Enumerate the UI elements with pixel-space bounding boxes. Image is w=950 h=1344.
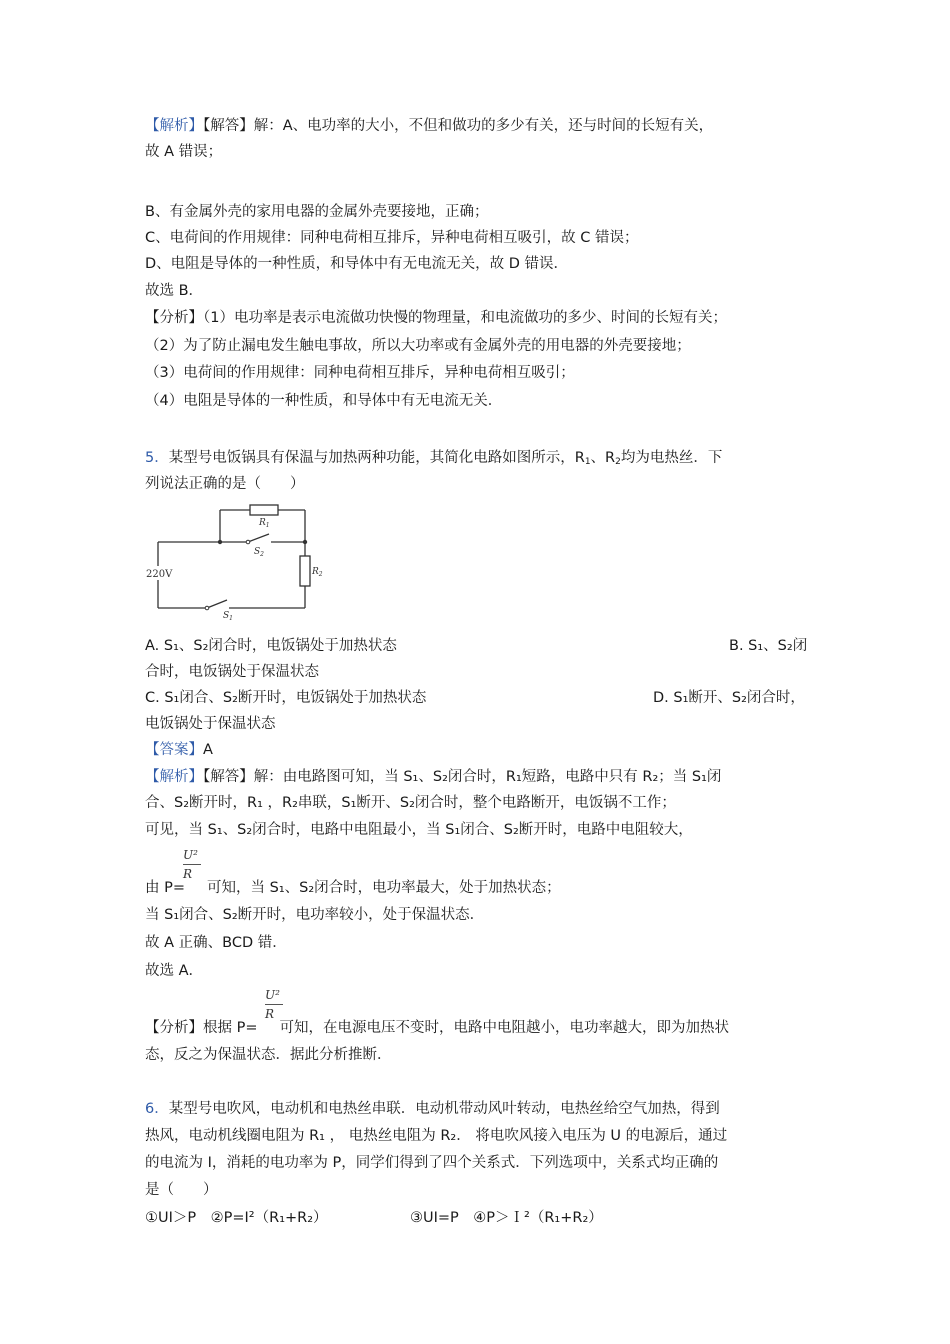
label-r1: $R_1$ bbox=[259, 518, 270, 529]
q5-option-a[interactable]: A. S₁、S₂闭合时，电饭锅处于加热状态 bbox=[145, 638, 397, 654]
junction-right bbox=[303, 540, 307, 544]
q4-fenxi-line-1: 【分析】（1）电功率是表示电流做功快慢的物理量，和电流做功的多少、时间的长短有关； bbox=[145, 310, 727, 326]
q6-stem-line-2: 热风，电动机线圈电阻为 R₁ ， 电热丝电阻为 R₂． 将电吹风接入电压为 U 的电源后，通过 bbox=[145, 1128, 728, 1144]
q5-stem-line-1: 5．某型号电饭锅具有保温与加热两种功能，其简化电路如图所示，$R_1$、$R_2$均为电热丝．下 bbox=[145, 450, 723, 467]
q5-option-b-cont: 合时，电饭锅处于保温状态 bbox=[145, 664, 319, 680]
q4-fenxi-line-4: （4）电阻是导体的一种性质，和导体中有无电流无关． bbox=[145, 393, 503, 409]
q6-stem-line-3: 的电流为 I，消耗的电功率为 P，同学们得到了四个关系式．下列选项中，关系式均正确的 bbox=[145, 1155, 719, 1171]
circuit-diagram bbox=[145, 500, 325, 622]
q5-analysis-line-6: 故 A 正确、BCD 错． bbox=[145, 935, 287, 951]
label-r2: $R_2$ bbox=[312, 567, 323, 578]
q4-analysis-line-3: B、有金属外壳的家用电器的金属外壳要接地，正确； bbox=[145, 204, 489, 220]
q5-analysis-line-3: 可见，当 S₁、S₂闭合时，电路中电阻最小，当 S₁闭合、S₂断开时，电路中电阻较大， bbox=[145, 822, 693, 838]
resistor-r2 bbox=[300, 556, 310, 586]
q4-analysis-line-4: C、电荷间的作用规律：同种电荷相互排斥，异种电荷相互吸引，故 C 错误； bbox=[145, 230, 639, 246]
q4-analysis-line-1: 【解析】【解答】解：A、电功率的大小，不但和做功的多少有关，还与时间的长短有关， bbox=[145, 118, 714, 134]
q4-analysis-line-2: 故 A 错误； bbox=[145, 144, 223, 160]
resistor-r1 bbox=[250, 505, 278, 515]
q5-option-c[interactable]: C. S₁闭合、S₂断开时，电饭锅处于加热状态 bbox=[145, 690, 427, 706]
q5-option-d-cont: 电饭锅处于保温状态 bbox=[145, 716, 276, 732]
q5-option-d[interactable]: D. S₁断开、S₂闭合时， bbox=[653, 690, 805, 706]
q5-analysis-line-7: 故选 A． bbox=[145, 963, 204, 979]
answer-tag: 【答案】 bbox=[145, 742, 203, 758]
formula-fraction-2: U² R bbox=[265, 988, 283, 1021]
q5-fenxi-line-2: 态，反之为保温状态．据此分析推断． bbox=[145, 1047, 392, 1063]
analysis-tag: 【解析】 bbox=[145, 118, 203, 134]
q6-options-right[interactable]: ③UI=P ④P＞Ｉ²（R₁+R₂） bbox=[410, 1210, 603, 1226]
question-number: 5． bbox=[145, 450, 169, 466]
label-voltage: 220V bbox=[146, 569, 173, 580]
label-s1: $S_1$ bbox=[223, 611, 233, 622]
formula-fraction-1: U² R bbox=[183, 848, 201, 881]
label-s2: $S_2$ bbox=[254, 547, 264, 558]
q5-fenxi-line-1: 【分析】根据 P= 可知，在电源电压不变时，电路中电阻越小，电功率越大，即为加热状 bbox=[145, 1020, 730, 1036]
junction-left bbox=[218, 540, 222, 544]
q4-fenxi-line-3: （3）电荷间的作用规律：同种电荷相互排斥，异种电荷相互吸引； bbox=[145, 365, 575, 381]
q5-analysis-line-4: 由 P= 可知，当 S₁、S₂闭合时，电功率最大，处于加热状态； bbox=[145, 880, 561, 896]
q4-analysis-line-5: D、电阻是导体的一种性质，和导体中有无电流无关，故 D 错误． bbox=[145, 256, 569, 272]
q5-analysis-line-5: 当 S₁闭合、S₂断开时，电功率较小，处于保温状态． bbox=[145, 907, 485, 923]
q5-answer: 【答案】A bbox=[145, 742, 213, 758]
q5-analysis-line-1: 【解析】【解答】解：由电路图可知，当 S₁、S₂闭合时，R₁短路，电路中只有 R₂；当 S₁闭 bbox=[145, 769, 722, 785]
q5-option-b[interactable]: B. S₁、S₂闭 bbox=[729, 638, 808, 654]
q4-analysis-line-6: 故选 B． bbox=[145, 283, 204, 299]
q5-analysis-line-2: 合、S₂断开时，R₁ ，R₂串联，S₁断开、S₂闭合时，整个电路断开，电饭锅不工作； bbox=[145, 795, 676, 811]
q6-stem-line-1: 6．某型号电吹风，电动机和电热丝串联．电动机带动风叶转动，电热丝给空气加热，得到 bbox=[145, 1101, 720, 1117]
analysis-tag: 【解析】 bbox=[145, 769, 203, 785]
q6-stem-line-4: 是（ ） bbox=[145, 1182, 218, 1198]
question-number: 6． bbox=[145, 1101, 169, 1117]
q6-options-left[interactable]: ①UI＞P ②P=I²（R₁+R₂） bbox=[145, 1210, 328, 1226]
q4-fenxi-line-2: （2）为了防止漏电发生触电事故，所以大功率或有金属外壳的用电器的外壳要接地； bbox=[145, 338, 691, 354]
q5-stem-line-2: 列说法正确的是（ ） bbox=[145, 476, 305, 492]
